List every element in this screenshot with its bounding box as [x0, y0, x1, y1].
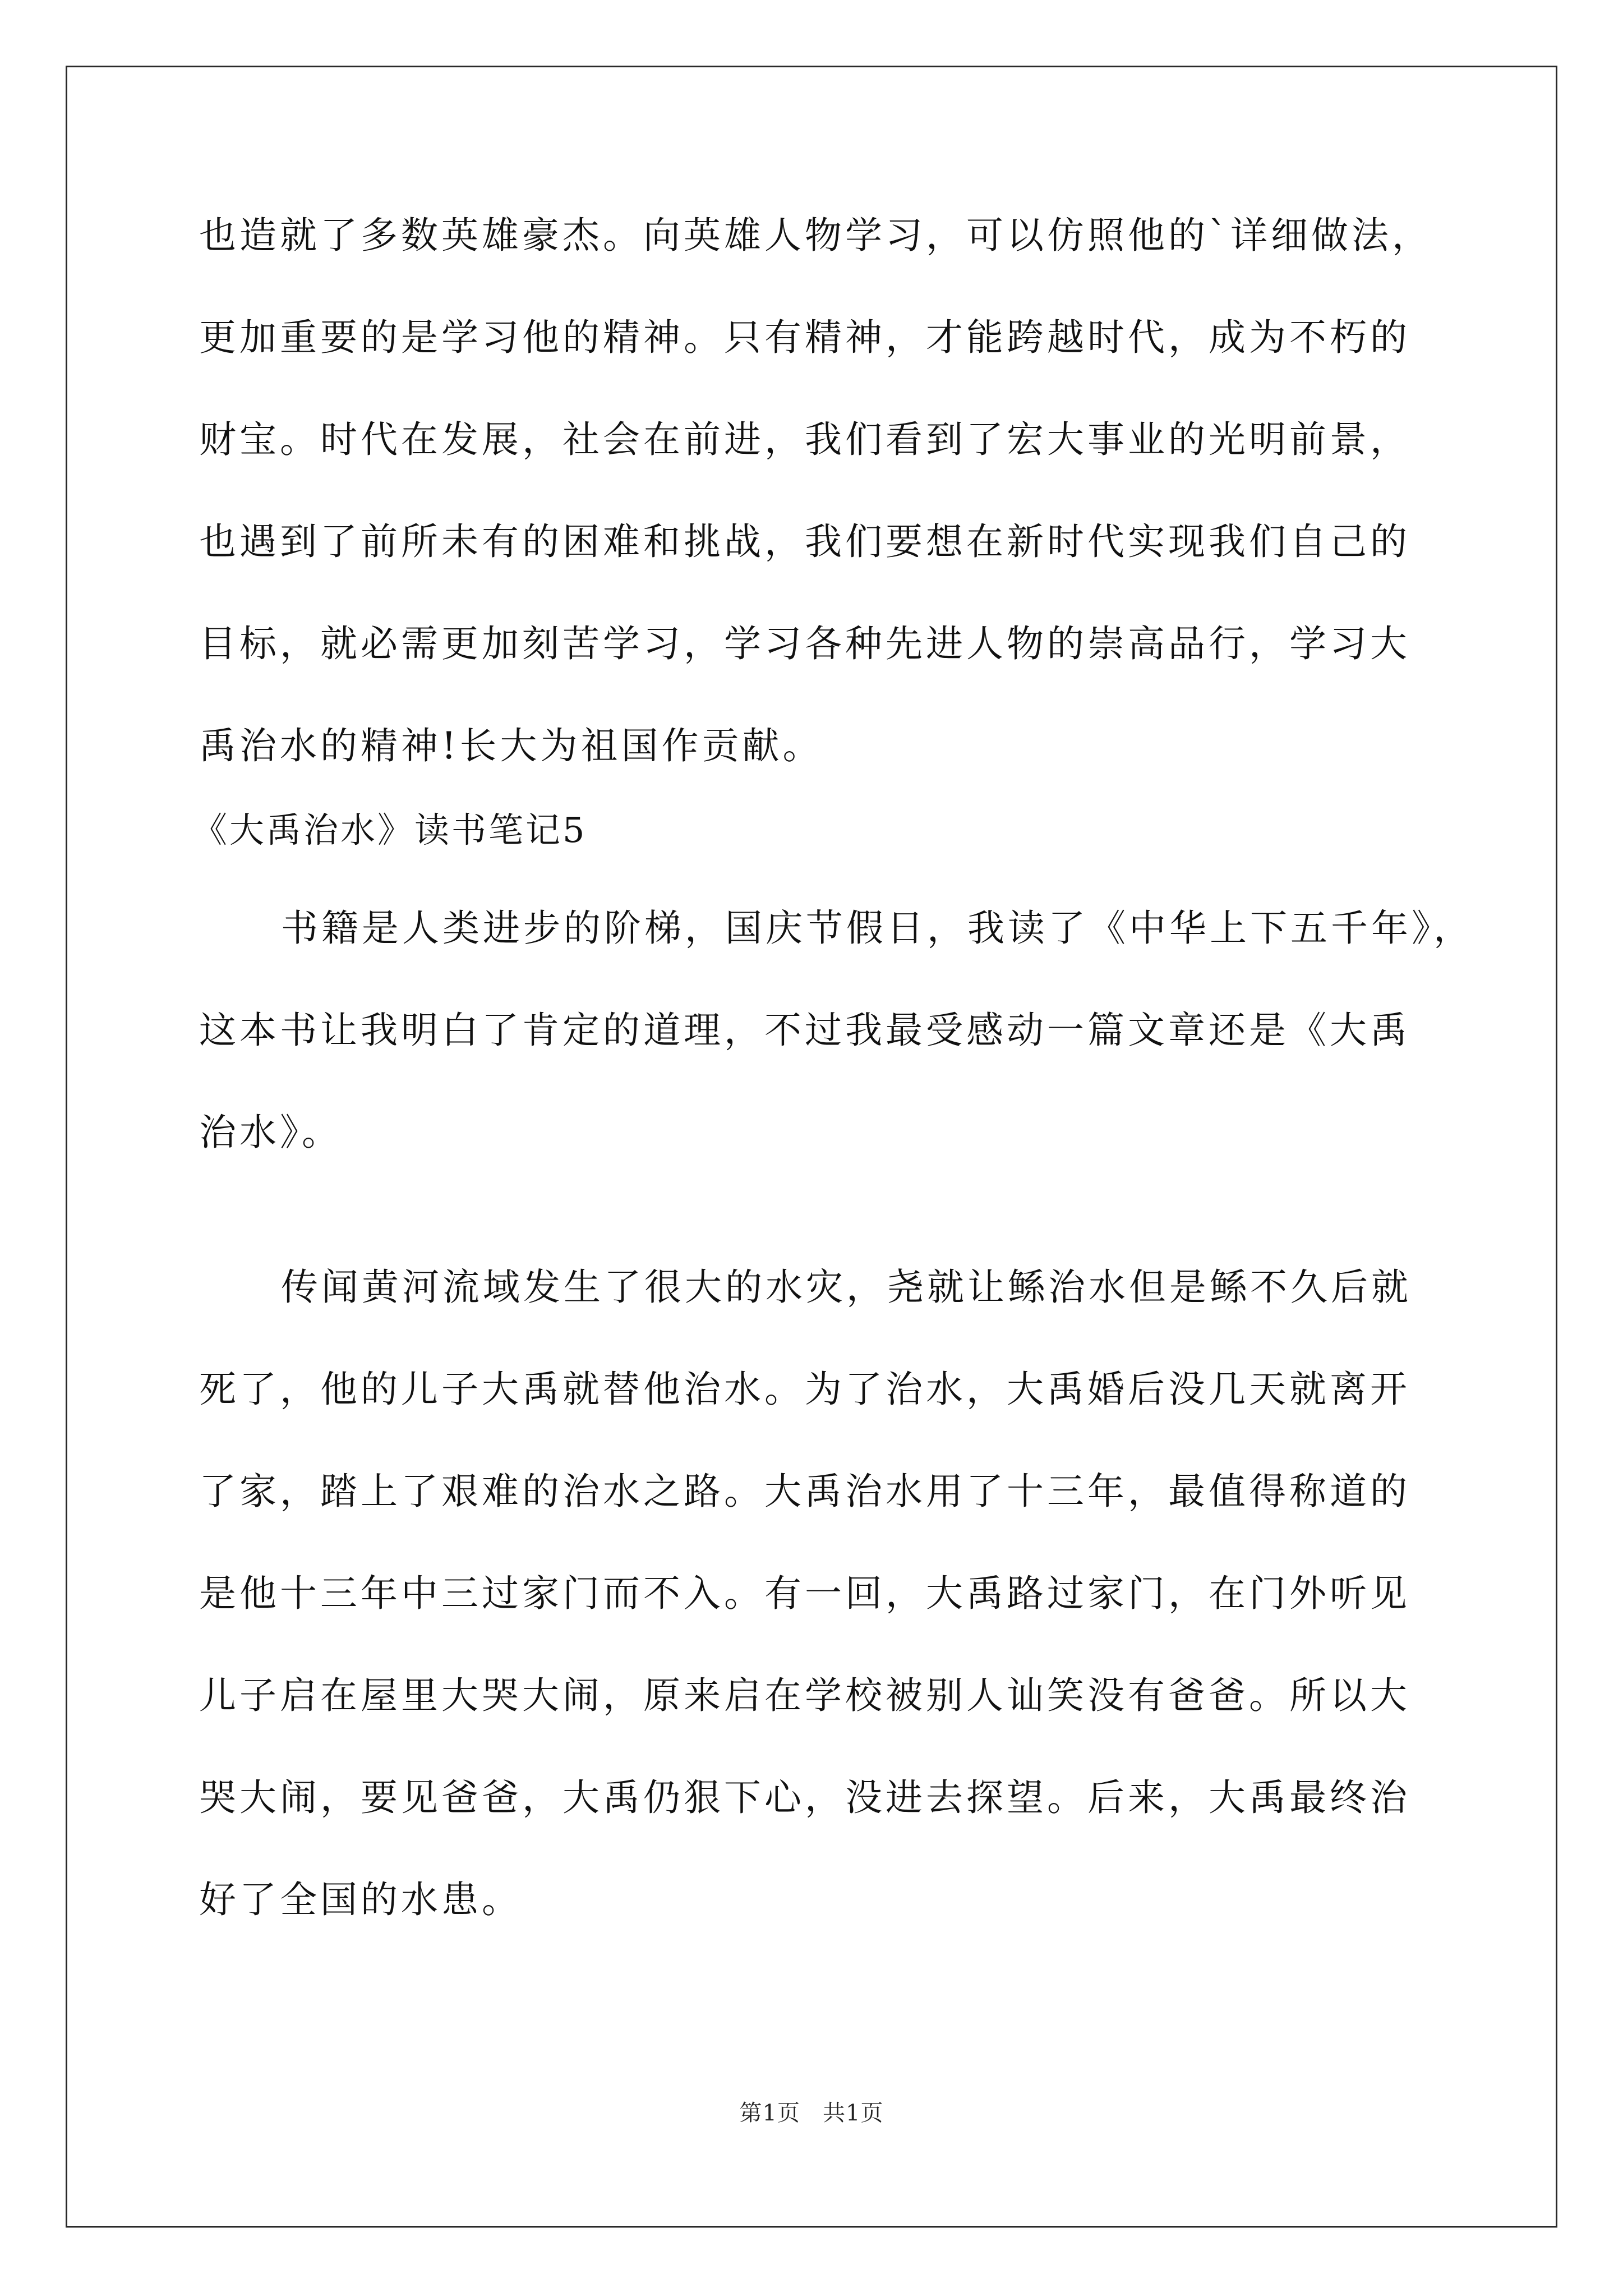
paragraph-line: 更加重要的是学习他的精神。只有精神，才能跨越时代，成为不朽的 — [199, 316, 1410, 359]
paragraph-line: 传闻黄河流域发生了很大的水灾，尧就让鲧治水但是鲧不久后就 — [281, 1266, 1412, 1309]
paragraph-line: 治水》。 — [199, 1111, 342, 1154]
paragraph-line: 目标，就必需更加刻苦学习，学习各种先进人物的崇高品行，学习大 — [199, 622, 1410, 665]
paragraph-line: 禹治水的精神!长大为祖国作贡献。 — [199, 724, 823, 767]
paragraph-line: 好了全国的水患。 — [199, 1878, 522, 1921]
paragraph-line: 死了，他的儿子大禹就替他治水。为了治水，大禹婚后没几天就离开 — [199, 1368, 1410, 1411]
paragraph-line: 了家，踏上了艰难的治水之路。大禹治水用了十三年，最值得称道的 — [199, 1470, 1410, 1513]
paragraph-line: 书籍是人类进步的阶梯，国庆节假日，我读了《中华上下五千年》， — [281, 907, 1474, 950]
page-total: 共1页 — [823, 2100, 884, 2126]
paragraph-line: 这本书让我明白了肯定的道理，不过我最受感动一篇文章还是《大禹 — [199, 1009, 1410, 1052]
page-number: 第1页 — [739, 2100, 800, 2126]
paragraph-line: 是他十三年中三过家门而不入。有一回，大禹路过家门，在门外听见 — [199, 1572, 1410, 1615]
section-heading: 《大禹治水》读书笔记5 — [192, 809, 587, 850]
paragraph-line: 儿子启在屋里大哭大闹，原来启在学校被别人讪笑没有爸爸。所以大 — [199, 1674, 1410, 1717]
paragraph-line: 哭大闹，要见爸爸，大禹仍狠下心，没进去探望。后来，大禹最终治 — [199, 1776, 1410, 1819]
page-footer — [0, 2099, 1623, 2127]
paragraph-line: 财宝。时代在发展，社会在前进，我们看到了宏大事业的光明前景， — [199, 418, 1410, 461]
paragraph-line: 也造就了多数英雄豪杰。向英雄人物学习，可以仿照他的`详细做法， — [199, 214, 1432, 257]
paragraph-line: 也遇到了前所未有的困难和挑战，我们要想在新时代实现我们自己的 — [199, 520, 1410, 563]
